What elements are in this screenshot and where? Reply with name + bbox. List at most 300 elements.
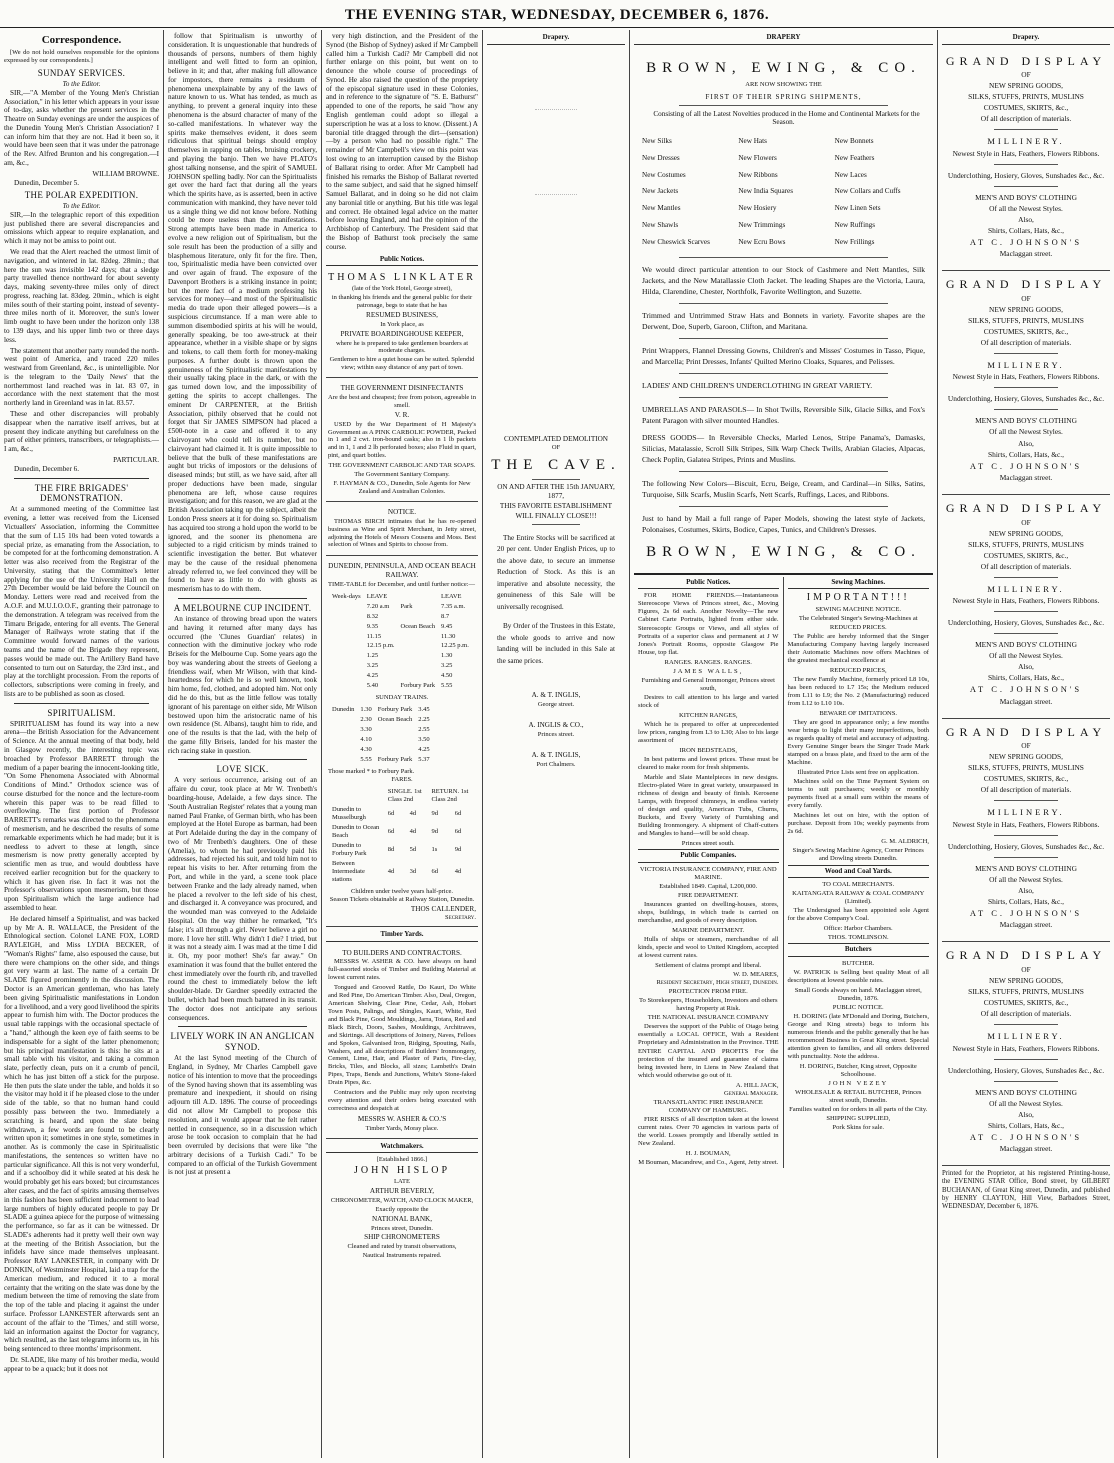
ad-title: VICTORIA INSURANCE COMPANY, FIRE AND MARINE. [639,865,777,881]
list-item: New Ruffings [834,221,876,229]
table-cell: 9d [454,845,462,853]
ad-line: A. & T. INGLIS, [531,750,581,759]
grand-display-title: GRAND DISPLAY [945,948,1107,963]
table-cell: 6d [454,810,462,818]
ad-line: Of all the Newest Styles. [989,203,1063,213]
ad-line: WILL FINALLY CLOSE!!! [515,511,597,520]
divider [679,257,888,258]
table-row [330,726,432,734]
ad-title: PUBLIC NOTICE. [832,1003,884,1011]
ad-line: COSTUMES, SKIRTS, &c., [983,998,1069,1008]
ad-line: M Bouman, Macandrew, and Co., Agent, Jetty street. [638,1158,779,1166]
signature: PARTICULAR. [113,455,159,464]
masthead [0,0,1114,28]
ad-line: Shirts, Collars, Hats, &c., [988,896,1064,906]
column-6 [938,30,1114,1458]
ad-line: Exactly opposite the [375,1205,429,1213]
drapery-heading: Drapery. [487,32,625,45]
public-notices-heading: Public Notices. [638,577,779,590]
ad-line: AT C. JOHNSON'S [969,1131,1083,1142]
table-cell: 5.37 [418,755,430,763]
ad-line: Shirts, Collars, Hats, &c., [988,1120,1064,1130]
divider [532,479,580,480]
ad-line: MEN'S AND BOYS' CLOTHING [975,863,1077,873]
ad-line: Of all description of materials. [980,338,1072,347]
dateline: Dunedin, December 6. [14,464,80,473]
ad-line: MEN'S AND BOYS' CLOTHING [975,192,1077,202]
table-cell [399,662,437,670]
list-item: New Ecru Bows [738,237,786,246]
ad-line: Newest Style in Hats, Feathers, Flowers Ribbons. [952,372,1100,382]
ad-line: PRIVATE BOARDINGHOUSE KEEPER, [340,329,464,338]
table-row [330,672,471,680]
advertiser-name: JOHN VEZEY [828,1080,889,1088]
ad-line: WHOLESALE & RETAIL BUTCHER, Princes street south, Dunedin. [794,1089,922,1105]
ad-line: AT C. JOHNSON'S [969,236,1083,247]
melbourne-cup-body: An instance of throwing bread upon the waters and having it returned after many days has occurred (the 'Clunes Guardian' relates) in connection with the diminutive jockey who rode Briseis for the Melbourne Cup. Some years ago the boy was wandering about the streets of Geelong a friendless waif, when Mr Wilson, with that kind-heartedness for which he is so well known, took him home, fed, clothed, and adopted him. Not only did he do this, but as the little fellow was totally ignorant of his parentage on either side, Mr Wilson bestowed upon him the aristocratic name of his own residence (St. Albans), taught him to ride, and one of the results is that the lad, with the help of the game filly Briseis, landed for his master the rich racing stake in question. [168,614,317,755]
ad-line: Underclothing, Hosiery, Gloves, Sunshades &c., &c. [947,841,1105,851]
ad-body: W. PATRICK is Selling best quality Meat of all descriptions at lowest possible rates. [787,968,929,984]
ad-line: REDUCED PRICES. [829,623,887,631]
ad-paragraph: Just to hand by Mail a full range of Paper Models, showing the latest style of Jackets, Polonaises, Costumes, Skirts, Bodice, Capes, Tunics, and Children's Dresses. [642,513,925,534]
divider [994,409,1058,410]
table-row [330,806,474,822]
table-cell [376,726,414,734]
firm-name: BROWN, EWING, & CO. [646,543,921,560]
ad-line: Underclothing, Hosiery, Gloves, Sunshades &c., &c. [947,394,1105,404]
the-cave-title: THE CAVE. [491,457,621,474]
ad-body: Desires to call attention to his large and varied stock of [638,693,779,709]
ad-title: THE GOVERNMENT DISINFECTANTS [340,384,464,393]
ad-line: Of all the Newest Styles. [989,874,1063,884]
spiritualism-body: SPIRITUALISM has found its way into a new arena—the British Association for the Advancement of Science. At the annual meeting of that body, held in Glasgow recently, the interesting topic was broached by Professor BARRETT through the medium of a paper bearing the innocent-looking title, "On Some Phenomena Associated with Abnormal Conditions of Mind." Orthodox science was of course disturbed for the nonce and the lecture-room wherein this paper was to be read filled to overflowing. The first portion of Professor BARRETT's remarks was directed to the phenomena of mesmerism, and he described the results of some remarkable experiments which he had made; but it is needless to advert to these at length, since mesmerism is now pretty generally accepted by scientific men as true, and would doubtless have received earlier recognition but for the quackery to which it has given rise. In fact it was not the Professor's observations upon mesmerism, but those upon Spiritualism which the large audience had assembled to hear. [4,719,159,912]
to-editor: To the Editor. [62,202,101,211]
drapery-heading: Drapery. [942,32,1110,45]
dotted-rule [535,190,576,195]
ad-line: NEW SPRING GOODS, [989,304,1063,314]
ad-paragraph: LADIES' AND CHILDREN'S UNDERCLOTHING IN GREAT VARIETY. [642,380,873,390]
table-cell: 7.20 a.m [366,602,390,610]
ad-line: Season Tickets obtainable at Railway Station, Dunedin. [329,896,475,904]
ad-title: TRANSATLANTIC FIRE INSURANCE COMPANY OF HAMBURG. [653,1098,763,1114]
list-item: New Cheswick Scarves [642,237,710,246]
ad-line: Consisting of all the Latest Novelties produced in the Home and Continental Markets for the Season. [653,109,920,127]
birch-notice [326,504,478,556]
signature: Secretary. [445,914,476,922]
table-cell: Park [400,602,413,610]
table-cell: 4d [454,867,462,875]
wood-coal-heading: Wood and Coal Yards. [788,865,930,879]
signature: General Manager. [724,1089,779,1097]
anglican-synod-body: At the last Synod meeting of the Church of England, in Sydney, Mr Charles Campbell gave notice of his intention to move that the proceedings of the Synod having shown that its assembling was premature and inexpedient, it should on rising adjourn till A.D. 1896. The course of proceedings did not allow Mr Campbell to propose this resolution, and it would appear that he felt rather nettled in consequence, so in a discussion which arose he took occasion to complain that he had been overruled by decisions that were like "the arbitrary decisions of a Turkish Cadi." To be compared to an official of the Turkish Government is not just at present a [168,1054,317,1177]
ad-line: In York place, as [380,320,424,328]
synod-continued: very high distinction, and the President of the Synod (the Bishop of Sydney) asked if Mr Campbell called him a Turkish Cadi? Mr Campbell did not further enlarge on this point, but went on to denounce the whole course of proceedings of Synod. He also raised the question of the propriety of the episcopal signature used in these Colonies, and in reference to the signature of "S. E. Bathurst" appended to one of the reports, he said "how any English gentleman could adopt so illegal a superscription he was at a loss to know. (Dissent.) A baronial title dragged through the dirt—(sensation)—by a person who had no possible right." The remainder of Mr Campbell's view on this point was lost owing to an interruption caused by the Bishop of Ballarat rising to order. After Mr Campbell had finished his remarks the Bishop of Ballarat reverted to the same subject, and said that he signed himself Samuel Ballarat, and in doing so he did not claim any baronial title or anything. But his title was legal and correct. He obtained legal advice on the matter before leaving England, and had the opinion of the Archbishop of Canterbury. The President said that the Bishop of Bathurst took precisely the same course. [326,32,478,251]
ad-body: Hulls of ships or steamers, merchandise of all kinds, specie and wool to United Kingdom, accepted at lowest current rates. [638,936,779,960]
advertiser-name: THOMAS LINKLATER [328,272,476,284]
blank-space [487,105,625,405]
weekday-table [328,591,473,692]
royal-cipher: V. R. [394,410,410,419]
ad-line: TIME-TABLE for December, and until further notice:— [328,580,476,588]
list-item: New Linen Sets [834,204,881,213]
ad-line: THE GOVERNMENT CARBOLIC AND TAR SOAPS. [328,462,476,470]
ad-line: Shirts, Collars, Hats, &c., [988,225,1064,235]
ad-line: NEW SPRING GOODS, [989,976,1063,986]
ad-line: Furnishing and General Ironmonger, Princes street south, [641,676,775,692]
divider [679,373,888,374]
divider [679,471,888,472]
grand-display-ad [942,719,1110,943]
divider [994,611,1058,612]
ad-line: FIRE DEPARTMENT. [678,891,739,899]
table-cell: 4.25 [418,745,430,753]
table-row [330,706,432,714]
table-cell: 9.45 [441,622,453,630]
ad-line: SILKS, STUFFS, PRINTS, MUSLINS [968,315,1084,325]
ad-body: Tongued and Grooved Rattle, Do Kauri, Do White and Red Pine, Do American Timber. Also, Deal, Oregon, American Shelving, Clear Pine, Cedar, Ash, Hobart Town Posts, Palings, and Shingles, Kauri, White, Red and Black Pine, Good Mouldings, Jarra, Totara, Red and Black Birch, Doors, Sashes, Mouldings, Architraves, and Skirtings. All descriptions of Joinery, Naves, Felloes and Spokes, Galvanised Iron, Ridging, Spouting, Nails, Washers, and all descriptions of Builders' Ironmongery, Cement, Lime, Hair, and Plaster of Paris, Fire-clay, Bricks, Tiles, and Blocks, all sizes; Lambeth's Drain Pipes, Traps, Bends and Junctions, White's Stone-faked Drain Pipes, &c. [328,984,476,1087]
table-cell: 4.30 [360,745,372,753]
table-row [330,842,474,858]
ad-line: F. HAYMAN & CO., Dunedin, Sole Agents for New Zealand and Australian Colonies. [333,480,471,495]
ad-line: NEW SPRING GOODS, [989,81,1063,91]
table-cell: Dunedin to Ocean Beach [332,824,380,839]
ad-title: TO BUILDERS AND CONTRACTORS. [342,948,462,957]
ad-line: OF [551,444,561,452]
new-items-list [642,133,925,250]
divider [178,1026,307,1027]
column-5 [630,30,938,1458]
ad-line: FIRST OF THEIR SPRING SHIPMENTS, [705,92,862,101]
ad-body: The Undersigned has been appointed sole Agent for the above Company's Coal. [787,907,929,923]
table-cell: 4.25 [366,672,379,680]
table-row [330,824,474,840]
ad-title: PROTECTION FROM FIRE. [668,988,748,996]
ad-line: ON AND AFTER THE 15th JANUARY, [497,482,615,491]
table-cell: 4.50 [441,672,453,680]
table-cell: Ocean Beach [400,622,435,630]
table-row [330,746,432,754]
ad-line: BEWARE OF IMITATIONS. [819,709,898,717]
ad-line: Office: Harbor Chambers. [823,925,893,933]
ad-title: TO COAL MERCHANTS. [822,881,895,889]
ad-line: KAITANGATA RAILWAY & COAL COMPANY (Limited). [792,890,925,906]
ad-line: Newest Style in Hats, Feathers, Flowers Ribbons. [952,596,1100,606]
table-row [330,633,471,641]
signature: WILLIAM BROWNE. [92,169,159,178]
list-item: New Dresses [642,153,680,162]
love-sick-body: A very serious occurrence, arising out of an affaire du cœur, took place at Mr W. Trenbeth's boarding-house, Adelaide, a few days since. The 'South Australian Register' relates that a young man named Paul Franke, of German birth, who has been employed at the Hotel Europe as barman, had been at Port Adelaide during the day in the company of two of Mr Trenbeth's daughters. One of these (Amelia), to whom he had previously paid his addresses, had rejected his suit, and told him not to repeat his visits to her. After returning from the Port, and while in the yard, a scene took place between Franke and the lady already named, when he placed a revolver to the left side of his chest, and discharged it. A conveyance was procured, and the wounded man was conveyed to the Adelaide Hospital. On the way thither he remarked, "It's false; it's all through a girl. Never believe a girl no more. I love her still. Why didn't I die? I tried, but it was not a steady aim. I was mad at the time I did it. Oh, my poor mother! She's far away." On examination it was found that the bullet entered the chest immediately over the fourth rib, and travelled round the chest to immediately below the left shoulder-blade. Dr Gardner speedily extracted the bullet, which had been much battered in its transit. The doctor does not anticipate any serious consequences. [168,776,317,1022]
table-cell: 3.25 [366,662,379,670]
ad-line: Princes street, Dunedin. [370,1224,434,1232]
signature: THOS CALLENDER, [410,905,476,914]
table-cell: 3.45 [418,705,430,713]
grand-display-title: GRAND DISPLAY [945,724,1107,739]
table-row [330,682,471,690]
list-item: New Laces [834,170,867,179]
table-row [330,642,471,650]
timber-ad [326,945,478,1139]
ad-line: Of all description of materials. [980,561,1072,571]
ad-line: Also, [1018,885,1034,895]
table-row [330,613,471,621]
divider [994,857,1058,858]
table-cell: 1s [431,845,438,853]
ad-line: NEW SPRING GOODS, [989,528,1063,538]
sale-body: The Entire Stocks will be sacrificed at 20 per cent. Under English Prices, up to the above date, to secure an immense Reduction of Stock. As this is an imperative and absolute necessity, the genuineness of this Sale will be universally recognised. [497,533,615,611]
table-cell: Week-days [332,592,361,600]
ad-line: SILKS, STUFFS, PRINTS, MUSLINS [968,987,1084,997]
ad-body: Which he is prepared to offer at unprecedented low prices, ranging from L3 to L30; Also to his large assortment of [638,720,779,744]
list-item: New Bonnets [834,137,874,146]
ad-body: Machines let out on hire, with the option of purchase. Deposit from 10s; weekly payments from 2s 6d. [787,812,929,836]
watchmakers-heading: Watchmakers. [326,1141,478,1154]
ad-title: RANGES. RANGES. RANGES. [664,658,752,666]
ad-line: MEN'S AND BOYS' CLOTHING [975,416,1077,426]
grand-display-ad [942,495,1110,719]
lower-right-ads [784,577,934,1168]
ad-line: Timber Yards, Moray place. [365,1124,439,1132]
love-sick-title: LOVE SICK. [216,764,269,775]
table-cell: 6d [454,828,462,835]
ad-body: FIRE RISKS of all description taken at the lowest current rates. Over 70 agencies in various parts of the world. Losses promptly and liberally settled in New Zealand. [638,1115,779,1147]
table-cell: 9d [431,828,438,835]
ad-line: Pork Skins for sale. [832,1124,885,1132]
sewing-machines-heading: Sewing Machines. [788,577,930,590]
ad-line: Newest Style in Hats, Feathers, Flowers Ribbons. [952,1043,1100,1053]
ad-line: Cleaned and rated by transit observations, [347,1243,457,1251]
ad-line: AT C. JOHNSON'S [969,460,1083,471]
divider [679,105,888,106]
column-4 [483,30,630,1458]
ad-line: OF [1021,965,1031,975]
ad-paragraph: UMBRELLAS AND PARASOLS— In Shot Twills, Reversible Silk, Glacie Silks, and Fox's Patent Paragon with silver mounted Handles. [642,404,925,425]
ad-line: Singer's Sewing Machine Agency, Corner Princes and Dowling streets Dunedin. [792,847,924,863]
sunday-services-title: SUNDAY SERVICES. [37,68,126,79]
divider [532,524,580,525]
ad-line: Families waited on for orders in all parts of the City. [789,1106,928,1114]
ad-line: A. & T. INGLIS, [531,691,581,700]
ad-line: Newest Style in Hats, Feathers, Flowers Ribbons. [952,148,1100,158]
list-item: New Flowers [738,153,777,162]
melbourne-cup-title: A MELBOURNE CUP INCIDENT. [173,603,312,613]
table-row [330,860,474,884]
polar-body: We read that the Alert reached the utmost limit of navigation, and wintered in lat. 82deg. 28min.; that here the sun was invisible 142 days; that a sledge party travelled thence northward for about seventy days, making seventy-three miles only of direct progress, reaching lat. 83deg. 20min., which is eight miles south of their starting point, instead of seventy-three miles north of it. Moreover, the sun's lower limb ought to have been under the horizon only 138 to 139 days, and his upper limb two or three days less. [4,247,159,344]
table-cell: 4d [409,810,417,818]
ad-line: OF [1021,293,1031,303]
table-row [330,662,471,670]
ad-line: The Government Sanitary Company. [354,471,450,479]
table-cell: 2.25 [418,715,430,723]
ad-line: Nautical Instruments repaired. [362,1252,442,1260]
table-cell [399,613,437,621]
ad-line: Also, [1018,662,1034,672]
ad-paragraph: The following New Colors—Biscuit, Ecru, Beige, Cream, and Cardinal—in Silks, Satins, Turquoise, Silk Scarfs, Muslin Scarfs, Nett Scarfs, Ruffings, Laces, and Ribbons. [642,478,925,499]
ad-line: KITCHEN RANGES, [678,711,738,719]
table-cell: 3.50 [418,735,430,743]
ad-line: Established 1849. Capital, L200,000. [659,882,758,890]
table-cell: Forbury Park [377,705,413,713]
ad-line: MARINE DEPARTMENT. [672,927,745,935]
divider [679,397,888,398]
spiritualism-continued: follow that Spiritualism is unworthy of consideration. It is unquestionable that hundreds of thousands of persons, numbers of them highly intelligent and well fitted to form an opinion, believe in it; and that, after making full allowance for impostors, there remains a residuum of phenomena unexplainable by any of the laws of nature known to us. What has tended, as much as anything, to prevent a general inquiry into these phenomena is the absurd character of many of the so-called manifestations. In whatever way the spirits make themselves evident, it does seem ridiculous that spiritual beings should employ themselves in rapping on tables, bruising crockery, and playing the banjo. Then we have PLATO's ghost talking nonsense, and the spirit of SAMUEL JOHNSON spelling badly. Nor can the Spiritualists get over the hard fact that during all the years which the spirits have, as is asserted, been in active communication with mankind, they have never told us a single thing we did not know before. Nothing could be more useless than the manifestations. Strong attempts have been made in America to evolve a new religion out of Spiritualism, but the sole result has been the production of a silly and blasphemous literature, only fit for the fire. Then, too, Spiritualistic media have been convicted over and over again of fraud. The exposure of the Davenport Brothers is a striking instance in point; but the mere fact of a medium professing his services for money—and most of the Spiritualistic media do trade upon their alleged powers—is a suspicious circumstance. If a man were able to summon disembodied spirits at his will he would, generally speaking, be too awe-struck at their appearance, whether in a visible shape or by signs and tokens, to call them forth for money-making purposes. A further doubt is thrown upon the genuineness of the Spiritualistic manifestations by their usually taking place in the dark, or with the gas turned down low, and the impossibility of getting the spirits to accept challenges. The eminent Dr CARPENTER, at the British Association, pithily observed that he could not forget that Sir JAMES SIMPSON had placed a £500-note in a case and offered it to any clairvoyant who could tell its number, but no clairvoyant had claimed it. It is quite impossible to believe that the bulk of these manifestations are aught but tricks of impostors or the delusions of diseased minds; but still, as we have said, after all proper deductions have been made, singular phenomena are left, whose cause requires investigation; and for this reason, we are glad at the British Association taking up the subject, albeit the London Press sneers at it for doing so. Spiritualism has acquired too strong a hold upon the world to be ignored, and the sooner its phenomena are subjected to a rigid criticism by minds trained to scientific investigation the better. But whatever may be the cause of the residual phenomena already referred to, we feel convinced they will be found to have as little to do with ghosts as mesmerism has to do with them. [168,32,317,594]
ad-line: Are the best and cheapest; free from poison, agreeable in smell. [328,393,476,409]
butchers-heading: Butchers [788,943,930,957]
ad-line: THIS FAVORITE ESTABLISHMENT [499,502,613,511]
table-cell [399,642,437,650]
ad-line: SHIPPING SUPPLIED, [826,1115,891,1123]
ad-line: FARES. [391,776,413,784]
table-cell: 6d [387,810,395,818]
ad-line: Maclaggan street. [999,920,1053,930]
dotted-rule [535,105,576,110]
table-cell: 6d [431,867,438,875]
signature: A. HILL JACK, [735,1081,779,1089]
ad-line: MESSRS W. ASHER & CO.'S [357,1114,447,1123]
ad-line: where he is prepared to take gentlemen boarders at moderate charges. [335,339,469,355]
ad-title: BUTCHER. [842,959,875,967]
ad-line: Maclaggan street. [999,696,1053,706]
public-notices-heading: Public Notices. [326,254,478,267]
ad-line: in thanking his friends and the general public for their patronage, begs to state that he has [331,294,473,310]
table-cell: 9d [431,810,438,818]
table-cell: Forbury Park [400,682,436,690]
ad-line: To Storekeepers, Householders, Investors and others having Property at Risk. [638,997,778,1013]
ad-line: IRON BEDSTEADS, [679,746,737,754]
table-row [330,603,471,611]
ad-line: ARE NOW SHOWING THE [745,80,822,88]
divider [994,800,1058,801]
ad-body: MESSRS W. ASHER & CO. have always on hand full-assorted stocks of Timber and Building Material at lowest current rates. [328,958,476,982]
column-2 [164,30,322,1458]
ad-line: Also, [1018,1109,1034,1119]
ad-body: The new Family Machine, formerly priced L8 10s, has been reduced to L7 15s; the Medium reduced from L11 to L9; the No. 2 (Manufacturing) reduced from L12 to L10 10s. [787,675,929,707]
column-1 [0,30,164,1458]
ad-line: George street. [537,701,575,709]
ad-line: AT C. JOHNSON'S [969,684,1083,695]
divider [994,1024,1058,1025]
public-companies-heading: Public Companies. [638,849,779,863]
ad-line: Maclaggan street. [999,472,1053,482]
table-cell: 5.40 [366,682,379,690]
ad-line: Settlement of claims prompt and liberal. [655,962,762,970]
list-item: New Costumes [642,170,686,179]
ad-line: OF [1021,517,1031,527]
ad-line: MEN'S AND BOYS' CLOTHING [975,640,1077,650]
ad-line: Newest Style in Hats, Feathers, Flowers Ribbons. [952,819,1100,829]
spiritualism-body: He declared himself a Spiritualist, and was backed up by Mr A. R. WALLACE, the President of the Ethnological section. Colonel LANE FOX, LORD RAYLEIGH, and Miss LYDIA BECKER, of "Woman's Rights" fame, also espoused the cause, but there were champions on the other side, and things got very warm at last. The name of a certain Dr SLADE figured prominently in the discussion. The Doctor is an American gentleman, who has lately been giving Spiritualistic manifestations in London for a livelihood, and a very good livelihood the spirits appear to furnish him with. The Doctor produces the usual table rappings with the occasional spectacle of a "hand," although the keen eye of faith seems to be indispensable for a sight of the latter phenomenon; but his principal manifestation is this: he sits at a small table with his visitor, and taking a common slate, perfectly clean, puts on it a crumb of pencil, which he has just bitten off a stick for the purpose. He then puts the slate under the table, and holds it so the visitor may hold it if he pleased close to the under side of the table, so that no human hand could possibly pass between the two. Immediately a scratching is heard, and upon the slate being withdrawn, a few words are found to be clearly written upon it; sometimes in one style, sometimes in another. As is commonly the case in Spiritualistic manifestations, the sentences so written have no particular significance. All this is not very wonderful, and if a schoolboy did it while seated at his desk he would probably get his ears boxed; but circumstances alter cases, and the fact of spirits amusing themselves in this fashion has been sufficient inducement to lead large numbers of highly educated people to pay Dr SLADE a guinea apiece for the purpose of witnessing the performance, so far as it can be witnessed. Dr SLADE's adherents had it pretty well their own way at the meeting of the British Association, but the infidels have since made themselves unpleasant. Professor RAY LANKESTER, in company with Dr DONKIN, of Westminster Hospital, laid a trap for the American medium, and reduced it to a moral certainty that the writing on the slate was done by the medium between the time of removing the slate from the top of the table and placing it against the under surface. Professor LANKESTER afterwards sent an account of the affair to the 'Times,' and still worse, laid an information against the Doctor for vagrancy, which resulted, as the last telegrams inform us, in his being sentenced to three months' imprisonment. [4,914,159,1354]
table-cell: 6d [387,828,395,835]
divider [994,633,1058,634]
table-cell: 2.55 [418,725,430,733]
ad-line: Also, [1018,214,1034,224]
linklater-ad [326,269,478,378]
ad-line: H. DORING, Butcher, King street, Opposite Schoolhouse. [799,1063,917,1079]
table-cell: 12.25 p.m. [441,642,469,650]
ad-body: FOR HOME FRIENDS.—Instantaneous Stereoscope Views of Princes street, &c., Moving Figures, 2s 6d each. Another Novelty—The new Cabinet Carte Portraits, lighted from either side. Stereoscopic Groups or Views, and all styles of Portraits of a superior class and permanent at J W Jones's Portrait Rooms, opposite Glasgow Pie House, top flat. [638,592,779,656]
table-cell [399,633,437,641]
lower-ads [634,573,933,1168]
ad-line: Of all the Newest Styles. [989,1098,1063,1108]
ad-line: SILKS, STUFFS, PRINTS, MUSLINS [968,763,1084,773]
disinfectants-ad [326,380,478,502]
table-row [330,756,432,764]
table-cell: 1.30 [441,652,453,660]
ad-title: DUNEDIN, PENINSULA, AND OCEAN BEACH RAILWAY. [328,562,476,580]
table-cell: 1.25 [366,652,379,660]
table-cell: 3.25 [441,662,453,670]
ad-line: LATE [394,1178,410,1186]
table-cell: Forbury Park [377,755,413,763]
ad-line: MEN'S AND BOYS' CLOTHING [975,1087,1077,1097]
lower-left-ads [634,577,784,1168]
ad-body: Contractors and the Public may rely upon receiving every attention and their orders being executed with correctness and despatch at [328,1089,476,1112]
ad-body: The Public are hereby informed that the Singer Manufacturing Company having largely increased their Automatic Machines now offers Machines of the greatest mechanical excellence at [787,632,929,664]
ad-line: A. INGLIS & CO., [528,721,584,730]
ad-line: Shirts, Collars, Hats, &c., [988,673,1064,683]
table-row [330,623,471,631]
ad-line: RESUMED BUSINESS, [366,311,438,320]
table-cell: Dunedin to Musselburgh [332,806,366,822]
table-cell: 8d [387,845,395,853]
grand-display-ad [942,271,1110,495]
table-cell [399,672,437,680]
ad-line: MILLINERY. [987,360,1065,371]
list-item: New Trimmings [738,221,786,229]
ad-line: REDUCED PRICES, [829,666,887,674]
ad-line: COSTUMES, SKIRTS, &c., [983,550,1069,560]
table-cell: 4d [409,828,417,835]
table-cell: RETURN. 1st Class 2nd [431,788,469,804]
ad-line: MILLINERY. [987,136,1065,147]
table-cell: 11.30 [441,632,456,640]
ad-paragraph: DRESS GOODS— In Reversible Checks, Marled Lenos, Stripe Panama's, Damasks, Silicias, Matalassie, Scroll Silk Stripes, Silk Warp Check Twills, Arabian Glacies, Alpacas, Check Poplin, Galatea Stripes, Prints and Muslins. [642,432,925,464]
table-cell: 8.32 [366,612,379,620]
list-item: New Jackets [642,187,679,196]
sunday-services-body: SIR,—"A Member of the Young Men's Christian Association," in his letter which appears in your issue of to-day, asks whether the present services in the Theatre on Sunday evenings are under the auspices of the Dunedin Young Men's Christian Association? I can inform him that they are not. Had it been so, it would have been seen that it was under the patronage of the Rev. Alfred Brunton and his congregation.—I am, &c., [4,88,159,167]
sunday-table [328,704,434,766]
ad-line: NATIONAL BANK, [371,1214,433,1223]
grand-display-title: GRAND DISPLAY [945,277,1107,292]
ad-line: AT C. JOHNSON'S [969,908,1083,919]
table-row [330,788,474,804]
ad-line: Children under twelve years half-price. [351,887,453,895]
table-cell: 5.55 [441,682,453,690]
table-cell: 3.30 [360,725,372,733]
divider [178,598,307,599]
table-cell: 7.35 a.m. [441,602,466,610]
ad-line: SILKS, STUFFS, PRINTS, MUSLINS [968,92,1084,102]
ad-line: Those marked * to Forbury Park. [328,767,415,775]
list-item: New India Squares [738,187,794,196]
table-cell: 3d [409,867,417,875]
spiritualism-body: Dr. SLADE, like many of his brother media, would appear to be a quack; but it does not [4,1355,159,1373]
divider [679,338,888,339]
table-cell: 4.10 [360,735,372,743]
ad-body: Deserves the support of the Public of Otago being essentially a LOCAL OFFICE, With a Resident Proprietary and Administration in the Province. THE ENTIRE CAPITAL AND PROFITS For the protection of the insured and guarantee of claims being invested here, in Liens in New Zealand that which would otherwise go out of it. [638,1023,779,1079]
grand-display-ad [942,942,1110,1166]
ad-line: Small Goods always on hand. Maclaggan street, Dunedin, 1876. [794,986,922,1002]
to-editor: To the Editor. [62,80,101,89]
list-item: New Silks [642,137,672,146]
sale-body: By Order of the Trustees in this Estate, the whole goods to arrive and now landing will be included in this Sale at the same prices. [497,622,615,665]
ad-line: NEW SPRING GOODS, [989,752,1063,762]
ad-line: OF [1021,741,1031,751]
divider [14,703,149,704]
ad-line: Maclaggan street. [999,1144,1053,1154]
table-cell: LEAVE [366,592,388,600]
newspaper-title: THE EVENING STAR, WEDNESDAY, DECEMBER 6, 1876. [344,7,770,23]
ad-line: Underclothing, Hosiery, Gloves, Sunshades &c., &c. [947,170,1105,180]
